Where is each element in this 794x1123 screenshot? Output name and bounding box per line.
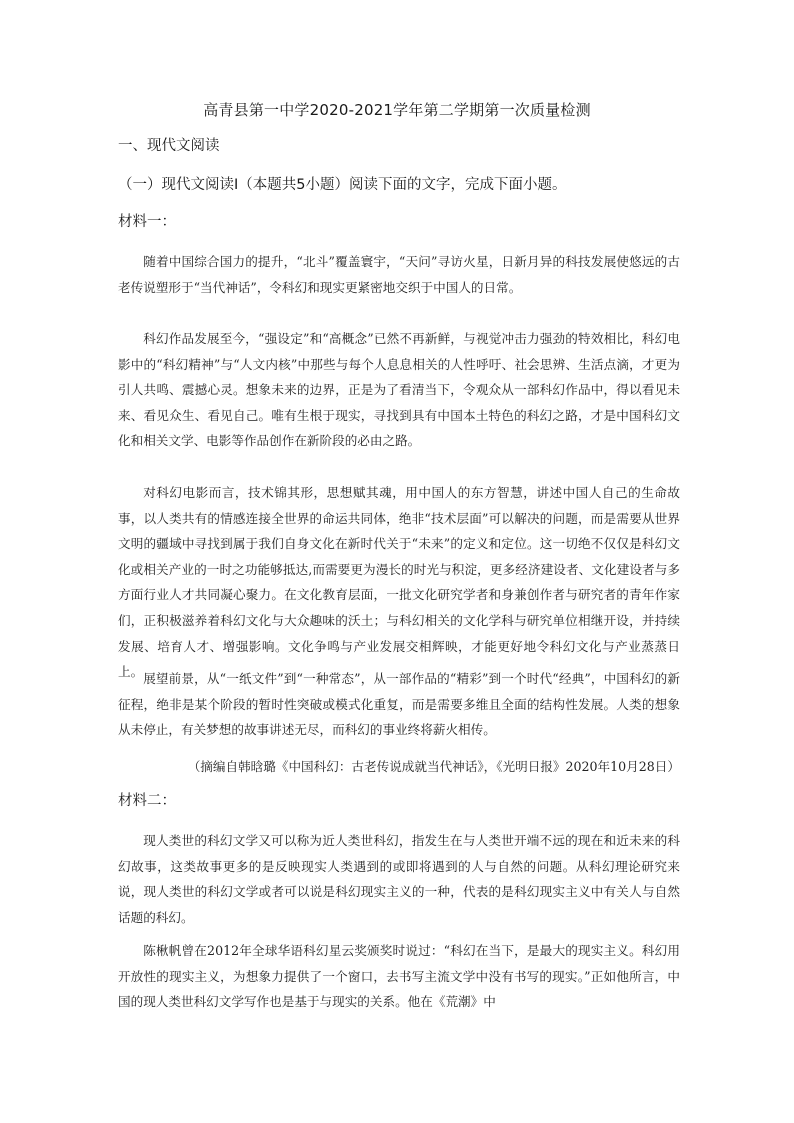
material-one-label: 材料一： [118, 214, 176, 230]
material-one-paragraph: 科幻作品发展至今，“强设定”和“高概念”已然不再新鲜，与视觉冲击力强劲的特效相比，科幻电影中的“科幻精神”与“人文内核”中那些与每个人息息相关的人性呼吁、社会思辨、生活点滴，才更为引人共鸣、震撼心灵。想象未来的边界，正是为了看清当下，令观众从一部科幻作品中，得以看见未来、看见众生、看见自己。唯有生根于现实，寻找到具有中国本土特色的科幻之路，才是中国科幻文化和相关文学、电影等作品创作在新阶段的必由之路。 [118, 331, 680, 449]
material-two-paragraph: 陈楸帆曾在2012年全球华语科幻星云奖颁奖时说过：“科幻在当下，是最大的现实主义。科幻用开放性的现实主义，为想象力提供了一个窗口，去书写主流文学中没有书写的现实。”正如他所言，中国的现人类世科幻文学写作也是基于与现实的关系。他在《荒潮》中 [118, 943, 680, 1010]
subsection-heading: （一）现代文阅读Ⅰ（本题共5小题）阅读下面的文字，完成下面小题。 [118, 177, 567, 193]
material-one-paragraph: 对科幻电影而言，技术锦其形，思想赋其魂，用中国人的东方智慧，讲述中国人自己的生命故事，以人类共有的情感连接全世界的命运共同体，绝非“技术层面”可以解决的问题，而是需要从世界文明的疆域中寻找到属于我们自身文化在新时代关于“未来”的定义和定位。这一切绝不仅仅是科幻文化或相关产业的一时之功能够抵达,而需要更为漫长的时光与积淀，更多经济建设者、文化建设者与多方面行业人才共同凝心聚力。在文化教育层面，一批文化研究学者和身兼创作者与研究者的青年作家们，正积极滋养着科幻文化与大众趣味的沃土；与科幻相关的文化学科与研究单位相继开设，并持续发展、培育人才、增强影响。文化争鸣与产业发展交相辉映，才能更好地令科幻文化与产业蒸蒸日上。 [118, 485, 680, 680]
document-title: 高青县第一中学2020-2021学年第二学期第一次质量检测 [203, 101, 591, 119]
section-heading-modern-reading: 一、现代文阅读 [118, 138, 220, 154]
material-two-paragraph: 现人类世的科幻文学又可以称为近人类世科幻，指发生在与人类世开端不远的现在和近未来的科幻故事，这类故事更多的是反映现实人类遇到的或即将遇到的人与自然的问题。从科幻理论研究来说，现人类世的科幻文学或者可以说是科幻现实主义的一种，代表的是科幻现实主义中有关人与自然话题的科幻。 [118, 833, 680, 925]
material-one-source: （摘编自韩晗璐《中国科幻：古老传说成就当代神话》，《光明日报》2020年10月28日） [187, 759, 680, 774]
material-two-label: 材料二： [118, 793, 176, 809]
material-one-paragraph: 展望前景，从“一纸文件”到“一种常态”，从一部作品的“精彩”到一个时代“经典”，中国科幻的新征程，绝非是某个阶段的暂时性突破或模式化重复，而是需要多维且全面的结构性发展。人类的想象从未停止，有关梦想的故事讲述无尽，而科幻的事业终将薪火相传。 [118, 671, 680, 738]
material-one-paragraph: 随着中国综合国力的提升，“北斗”覆盖寰宇，“天问”寻访火星，日新月异的科技发展使悠远的古老传说塑形于“当代神话”，令科幻和现实更紧密地交织于中国人的日常。 [118, 254, 680, 295]
